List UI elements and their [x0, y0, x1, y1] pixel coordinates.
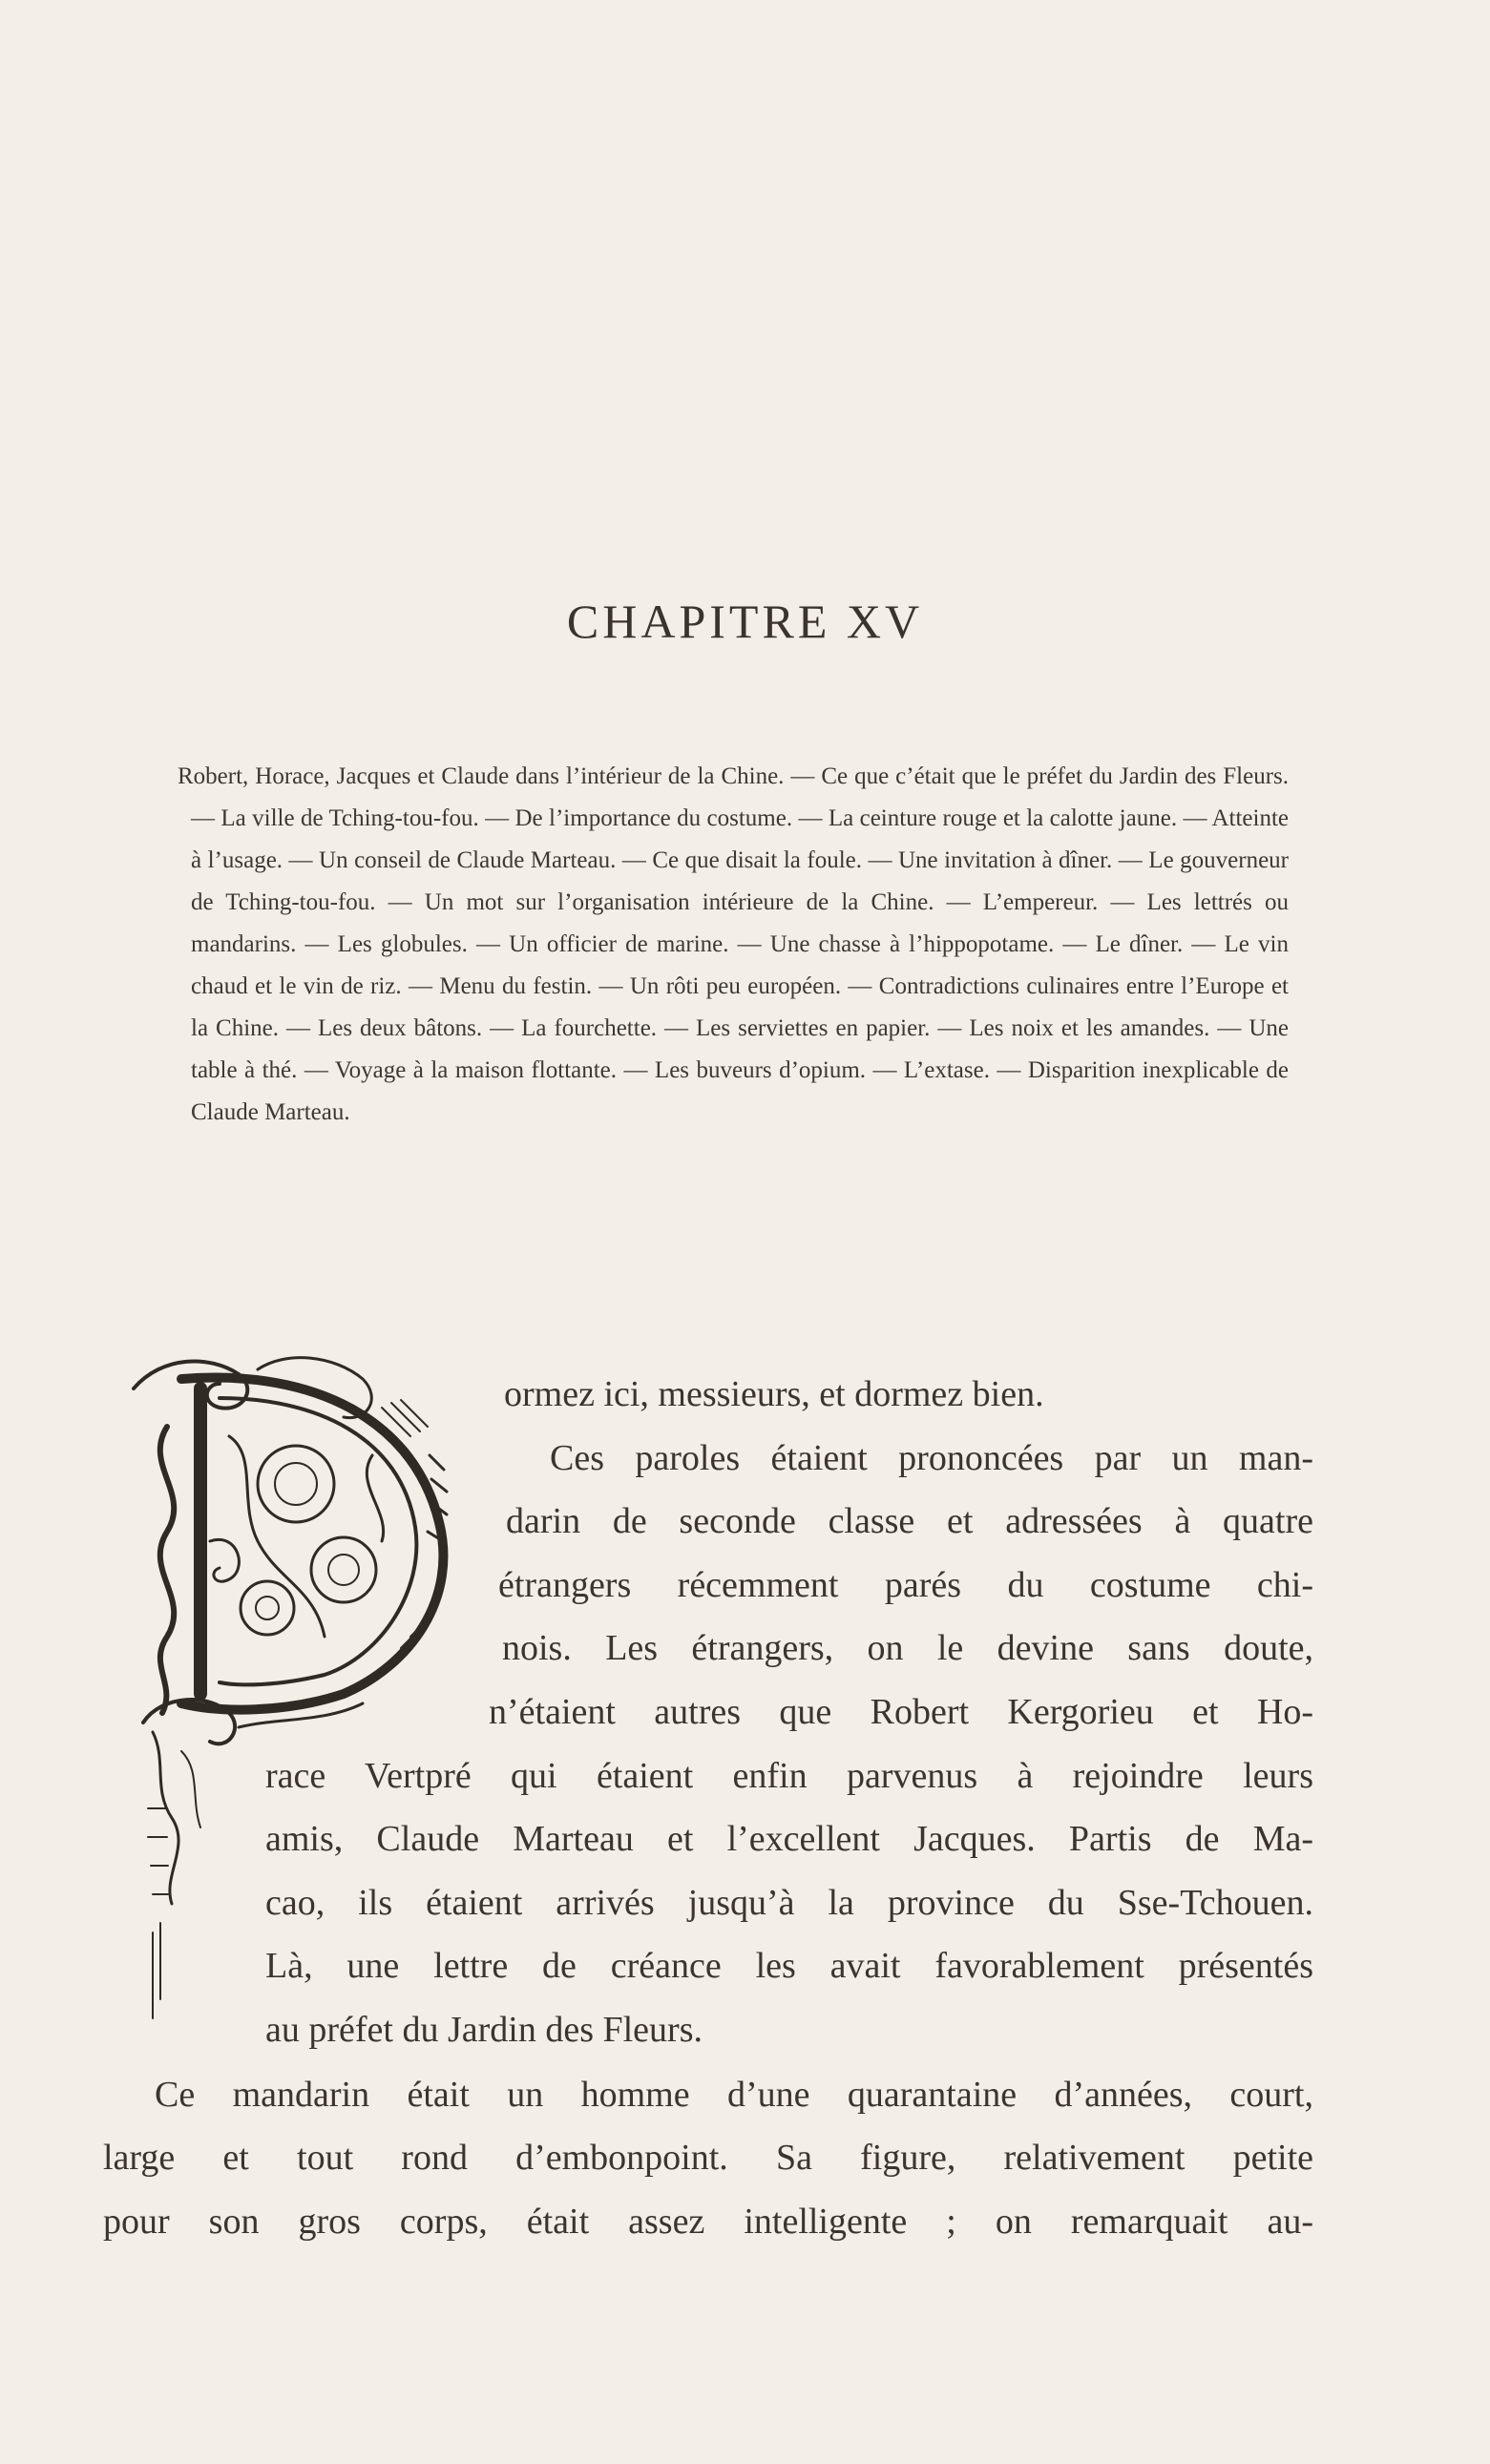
body-line: darin de seconde classe et adressées à quatre [506, 1501, 1313, 1541]
body-line: race Vertpré qui étaient enfin parvenus à rejoindre leurs [265, 1756, 1313, 1796]
body-line: ormez ici, messieurs, et dormez bien. [504, 1374, 1044, 1414]
body-line: pour son gros corps, était assez intelligente ; on remarquait au- [103, 2202, 1313, 2242]
chapter-summary: Robert, Horace, Jacques et Claude dans l’intérieur de la Chine. — Ce que c’était que le préfet du Jardin des Fleurs. — La ville de Tching-tou-fou. — De l’importance du costume. — La ceinture rouge et la calotte jaune. — Atteinte à l’usage. — Un conseil de Claude Marteau. — Ce que disait la foule. — Une invitation à dîner. — Le gouverneur de Tching-tou-fou. — Un mot sur l’organisation intérieure de la Chine. — L’empereur. — Les lettrés ou mandarins. — Les globules. — Un officier de marine. — Une chasse à l’hippopotame. — Le dîner. — Le vin chaud et le vin de riz. — Menu du festin. — Un rôti peu européen. — Contradictions culinaires entre l’Europe et la Chine. — Les deux bâtons. — La fourchette. — Les serviettes en papier. — Les noix et les amandes. — Une table à thé. — Voyage à la maison flottante. — Les buveurs d’opium. — L’extase. — Disparition inexplicable de Claude Marteau. [178, 763, 1289, 1125]
body-line: étrangers récemment parés du costume chi- [498, 1565, 1313, 1605]
chapter-title: CHAPITRE XV [566, 595, 924, 648]
body-line: large et tout rond d’embonpoint. Sa figure, relativement petite [103, 2138, 1313, 2178]
body-line: nois. Les étrangers, on le devine sans doute, [502, 1628, 1313, 1668]
body-line: n’étaient autres que Robert Kergorieu et Ho- [489, 1692, 1313, 1732]
body-line: amis, Claude Marteau et l’excellent Jacques. Partis de Ma- [265, 1819, 1313, 1859]
body-line: Ces paroles étaient prononcées par un man- [550, 1438, 1313, 1478]
body-line: cao, ils étaient arrivés jusqu’à la province du Sse-Tchouen. [265, 1883, 1313, 1923]
body-line: Ce mandarin était un homme d’une quarantaine d’années, court, [155, 2075, 1313, 2115]
ornamental-dropcap-icon [124, 1350, 479, 2037]
body-line: au préfet du Jardin des Fleurs. [265, 2010, 703, 2050]
body-line: Là, une lettre de créance les avait favorablement présentés [265, 1946, 1313, 1986]
